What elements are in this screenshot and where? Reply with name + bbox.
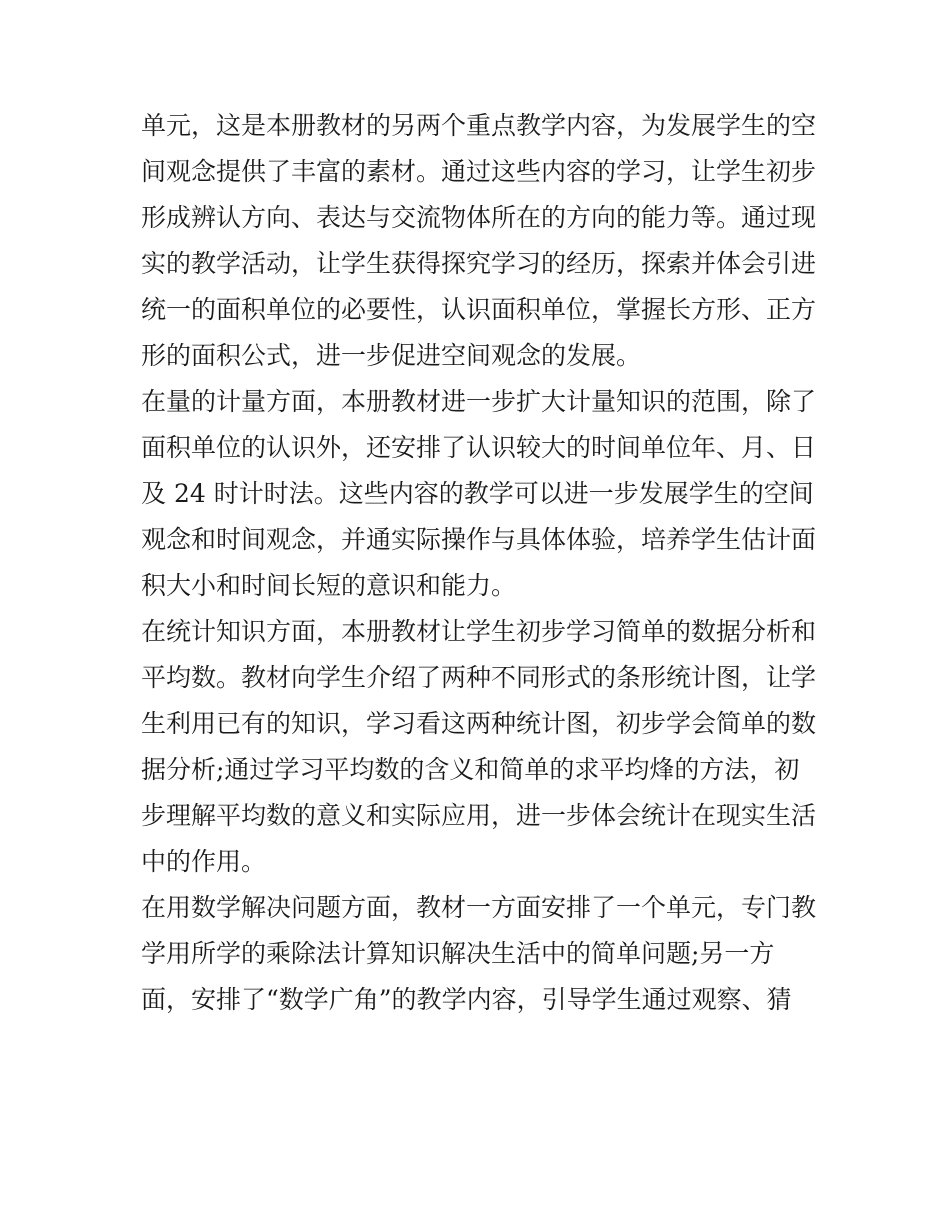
text-line: 在用数学解决问题方面，教材一方面安排了一个单元，专门教 [141,893,817,922]
body-text [141,103,821,1023]
text-line: 在量的计量方面，本册教材进一步扩大计量知识的范围，除了 [141,387,817,416]
text-line: 学用所学的乘除法计算知识解决生活中的简单问题;另一方 [141,939,775,968]
text-line: 间观念提供了丰富的素材。通过这些内容的学习，让学生初步 [141,157,817,186]
text-line: 形的面积公式，进一步促进空间观念的发展。 [141,341,642,370]
text-line: 统一的面积单位的必要性，认识面积单位，掌握长方形、正方 [141,295,817,324]
text-line: 积大小和时间长短的意识和能力。 [141,571,517,600]
text-line: 平均数。教材向学生介绍了两种不同形式的条形统计图，让学 [141,663,817,692]
text-line: 面积单位的认识外，还安排了认识较大的时间单位年、月、日 [141,433,817,462]
text-line: 及 24 时计时法。这些内容的教学可以进一步发展学生的空间 [141,479,814,508]
text-line: 实的教学活动，让学生获得探究学习的经历，探索并体会引进 [141,249,817,278]
text-line: 观念和时间观念，并通实际操作与具体体验，培养学生估计面 [141,525,817,554]
text-line: 单元，这是本册教材的另两个重点教学内容，为发展学生的空 [141,111,817,140]
text-line: 生利用已有的知识，学习看这两种统计图，初步学会简单的数 [141,709,817,738]
text-line: 面，安排了“数学广角”的教学内容，引导学生通过观察、猜 [141,985,792,1014]
text-line: 步理解平均数的意义和实际应用，进一步体会统计在现实生活 [141,801,817,830]
text-line: 在统计知识方面，本册教材让学生初步学习简单的数据分析和 [141,617,817,646]
text-line: 中的作用。 [141,847,267,876]
text-line: 形成辨认方向、表达与交流物体所在的方向的能力等。通过现 [141,203,817,232]
text-line: 据分析;通过学习平均数的含义和简单的求平均烽的方法，初 [141,755,800,784]
